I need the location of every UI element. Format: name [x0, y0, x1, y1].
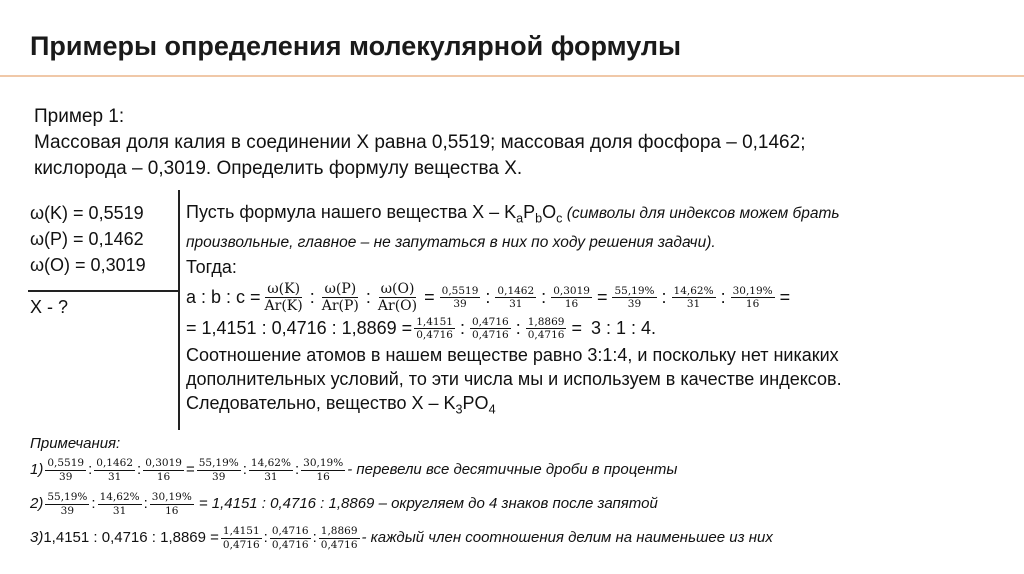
- intro-text: Пусть формула нашего вещества X – K: [186, 202, 517, 222]
- note-3-label: 3): [30, 529, 44, 546]
- note-2-label: 2): [30, 495, 44, 512]
- notes-heading: Примечания:: [30, 435, 121, 452]
- given-wK: ω(K) = 0,5519: [30, 203, 144, 223]
- frac-wP-ArP: $\frac{\omega(P)}{Ar(P)}$: [321, 280, 359, 314]
- conclusion-3-text: Следовательно, вещество X – K: [186, 392, 456, 413]
- frac-r2: $\frac{0,4716}{0,4716}$: [471, 315, 509, 341]
- page-title: Примеры определения молекулярной формулы: [30, 31, 682, 61]
- k-index: 3: [455, 402, 463, 417]
- note-1-label: 1): [30, 461, 44, 478]
- problem-line-2: кислорода – 0,3019. Определить формулу вещества X.: [34, 158, 523, 179]
- given-wP: ω(P) = 0,1462: [30, 229, 144, 249]
- note-3: 3) 1,4151 : 0,4716 : 1,8869 = $\frac{1,4151}{0,4716}$ : $\frac{0,4716}{0,4716}$ : $\frac{1,8869}{0,4716}$ - каждый член соотношения делим на наименьшее из них: [30, 525, 773, 551]
- note-2-text: = 1,4151 : 0,4716 : 1,8869 – округляем до 4 знаков после запятой: [198, 495, 658, 512]
- conclusion-1: Соотношение атомов в нашем веществе равно 3:1:4, и поскольку нет никаких: [186, 344, 839, 365]
- solution-block: [186, 200, 1006, 422]
- formula-po: PO: [462, 392, 489, 413]
- index-b: b: [535, 211, 543, 226]
- ratio-decimal: = 1,4151 : 0,4716 : 1,8869 =: [186, 318, 413, 339]
- frac-p-decimal: $\frac{0,1462}{31}$: [497, 284, 535, 310]
- given-block: [30, 200, 146, 317]
- title-divider: [0, 75, 1024, 77]
- then-label: Тогда:: [186, 256, 237, 277]
- symbol-o: O: [542, 202, 557, 222]
- index-a: a: [516, 211, 524, 226]
- frac-r3: $\frac{1,8869}{0,4716}$: [527, 315, 565, 341]
- ratio-equation-2: = 1,4151 : 0,4716 : 1,8869 = $\frac{1,4151}{0,4716}$ : $\frac{0,4716}{0,4716}$ : $\frac{1,8869}{0,4716}$ = 3 : 1 : 4.: [186, 315, 657, 341]
- note-2: 2) $\frac{55,19\%}{39}$ : $\frac{14,62\%}{31}$ : $\frac{30,19\%}{16}$ = 1,4151 : 0,4716 : 1,8869 – округляем до 4 знаков после запятой: [30, 491, 658, 517]
- ratio-lhs: a : b : c =: [186, 287, 261, 308]
- problem-heading: Пример 1:: [34, 106, 125, 127]
- frac-k-percent: $\frac{55,19\%}{39}$: [614, 284, 655, 310]
- find-label: X - ?: [30, 297, 69, 317]
- solution-intro: [186, 200, 1006, 231]
- note-3-ratio: 1,4151 : 0,4716 : 1,8869 =: [43, 529, 219, 546]
- note-3-text: - каждый член соотношения делим на наименьшее из них: [361, 529, 773, 546]
- index-c: c: [556, 211, 563, 226]
- frac-wO-ArO: $\frac{\omega(O)}{Ar(O)}$: [377, 280, 418, 314]
- problem-statement: [34, 104, 1004, 182]
- ratio-result: 3 : 1 : 4.: [591, 318, 657, 339]
- frac-o-decimal: $\frac{0,3019}{16}$: [553, 284, 590, 310]
- given-wO: ω(O) = 0,3019: [30, 255, 146, 275]
- frac-r1: $\frac{1,4151}{0,4716}$: [416, 315, 453, 341]
- note-1: 1) $\frac{0,5519}{39}$ : $\frac{0,1462}{31}$ : $\frac{0,3019}{16}$ = $\frac{55,19\%}{39}$ : $\frac{14,62\%}{31}$ : $\frac{30,19\%}{16}$ - перевели все десятичные дроби в проценты: [30, 457, 678, 483]
- notes-block: [30, 433, 1010, 555]
- o-index: 4: [488, 402, 496, 417]
- conclusion-2: дополнительных условий, то эти числа мы и используем в качестве индексов.: [186, 368, 842, 389]
- conclusion-3: [186, 391, 1006, 422]
- problem-line-1: Массовая доля калия в соединении X равна 0,5519; массовая доля фосфора – 0,1462;: [34, 132, 806, 153]
- frac-p-percent: $\frac{14,62\%}{31}$: [673, 284, 714, 310]
- frac-wK-ArK: $\frac{\omega(K)}{Ar(K)}$: [264, 280, 303, 314]
- frac-k-decimal: $\frac{0,5519}{39}$: [441, 284, 479, 310]
- intro-note: (символы для индексов можем брать: [562, 205, 840, 222]
- intro-note-2: произвольные, главное – не запутаться в них по ходу решения задачи).: [186, 233, 716, 251]
- given-divider-horizontal: [28, 290, 178, 292]
- symbol-p: P: [523, 202, 536, 222]
- given-divider-vertical: [178, 190, 180, 430]
- note-1-text: - перевели все десятичные дроби в проценты: [347, 461, 678, 478]
- frac-o-percent: $\frac{30,19\%}{16}$: [732, 284, 773, 310]
- ratio-equation-1: a : b : c = $\frac{\omega(K)}{Ar(K)}$ : $\frac{\omega(P)}{Ar(P)}$ : $\frac{\omega(O)}{Ar(O)}$ = $\frac{0,5519}{39}$ : $\frac{0,1462}{31}$ : $\frac{0,3019}{16}$ = $\frac{55,19\%}{39}$ : $\frac{14,62\%}{31}$ : $\frac{30,19\%}{16}$ =: [186, 280, 791, 314]
